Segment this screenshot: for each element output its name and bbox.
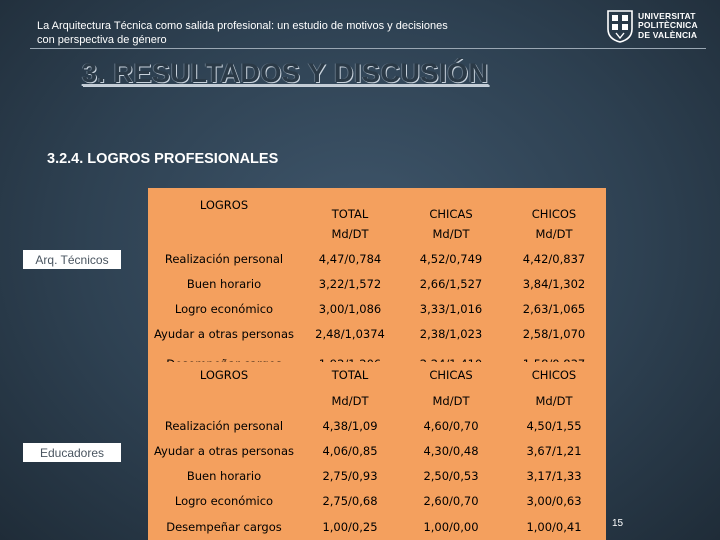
row-label: Ayudar a otras personas	[153, 443, 295, 458]
row-value: 3,67/1,21	[526, 443, 582, 458]
presentation-subtitle: La Arquitectura Técnica como salida profesional: un estudio de motivos y decisiones con perspectiva de género	[37, 20, 448, 46]
header-cell: CHICAS	[429, 207, 473, 221]
row-value: 3,33/1,016	[419, 301, 483, 316]
table-subheader-row	[148, 388, 606, 413]
row-value: 3,84/1,302	[522, 276, 586, 291]
logo-text-line: DE VALÈNCIA	[638, 29, 698, 40]
row-value: 4,60/0,70	[423, 418, 479, 433]
logo-text-line: POLITÈCNICA	[638, 20, 698, 31]
table-row	[148, 413, 606, 438]
header-cell: CHICOS	[531, 368, 577, 383]
row-value: 2,66/1,527	[419, 276, 483, 291]
table-subheader-row	[148, 221, 606, 246]
row-label: Realización personal	[164, 418, 284, 433]
row-value: 3,17/1,33	[526, 469, 582, 484]
group-label-educadores: Educadores	[23, 443, 121, 462]
row-value: 4,52/0,749	[419, 251, 483, 266]
row-value: 4,30/0,48	[423, 443, 479, 458]
table-row	[148, 271, 606, 296]
table-row	[148, 438, 606, 463]
table-row	[148, 246, 606, 271]
row-value: 3,22/1,572	[318, 276, 382, 291]
row-value: 3,00/1,086	[318, 301, 382, 316]
row-label: Logro económico	[174, 301, 274, 316]
row-value: 2,58/1,070	[522, 326, 586, 341]
section-heading: 3.2.4. LOGROS PROFESIONALES	[47, 151, 279, 167]
subheader-cell	[148, 221, 300, 246]
page-number: 15	[612, 518, 624, 529]
header-divider	[30, 48, 706, 49]
subheader-cell: Md/DT	[535, 393, 573, 408]
header-cell: CHICOS	[531, 207, 577, 221]
header-cell: CHICAS	[429, 368, 473, 383]
table-row	[148, 489, 606, 514]
row-label: Realización personal	[164, 251, 284, 266]
row-label: Buen horario	[186, 469, 262, 484]
subheader-cell: Md/DT	[331, 226, 369, 241]
logros-table-educadores	[148, 362, 606, 540]
subheader-cell	[148, 388, 300, 413]
subheader-cell: Md/DT	[432, 226, 470, 241]
row-value: 1,00/0,25	[322, 519, 378, 534]
row-value: 3,00/0,63	[526, 494, 582, 509]
table-row	[148, 321, 606, 346]
logros-table-arq-tecnicos	[148, 188, 606, 371]
subheader-cell: Md/DT	[535, 226, 573, 241]
table-header-row	[148, 362, 606, 388]
table-header-row	[148, 188, 606, 221]
header-cell: TOTAL	[331, 368, 369, 383]
subheader-cell: Md/DT	[331, 393, 369, 408]
subheader-cell: Md/DT	[432, 393, 470, 408]
row-value: 2,38/1,023	[419, 326, 483, 341]
row-value: 4,38/1,09	[322, 418, 378, 433]
row-value: 4,47/0,784	[318, 251, 382, 266]
row-value: 2,75/0,68	[322, 494, 378, 509]
header-cell: TOTAL	[331, 207, 369, 221]
row-label: Desempeñar cargos	[166, 519, 282, 534]
header-cell: LOGROS	[199, 198, 249, 212]
row-value: 2,63/1,065	[522, 301, 586, 316]
row-value: 1,00/0,41	[526, 519, 582, 534]
row-value: 4,50/1,55	[526, 418, 582, 433]
row-label: Logro económico	[174, 494, 274, 509]
table-row	[148, 464, 606, 489]
row-label: Ayudar a otras personas	[153, 326, 295, 341]
university-logo	[606, 8, 698, 44]
header-cell: LOGROS	[199, 368, 249, 383]
row-value: 2,75/0,93	[322, 469, 378, 484]
table-row	[148, 296, 606, 321]
row-value: 4,42/0,837	[522, 251, 586, 266]
group-label-arq-tecnicos: Arq. Técnicos	[23, 250, 121, 269]
table-row	[148, 514, 606, 540]
row-value: 2,50/0,53	[423, 469, 479, 484]
row-value: 1,00/0,00	[423, 519, 479, 534]
row-value: 4,06/0,85	[322, 443, 378, 458]
row-value: 2,48/1,0374	[315, 326, 385, 341]
row-label: Buen horario	[186, 276, 262, 291]
university-seal-icon	[606, 9, 634, 43]
slide-title: 3. RESULTADOS Y DISCUSIÓN	[82, 58, 489, 88]
row-value: 2,60/0,70	[423, 494, 479, 509]
logo-text-line: UNIVERSITAT	[638, 10, 696, 21]
